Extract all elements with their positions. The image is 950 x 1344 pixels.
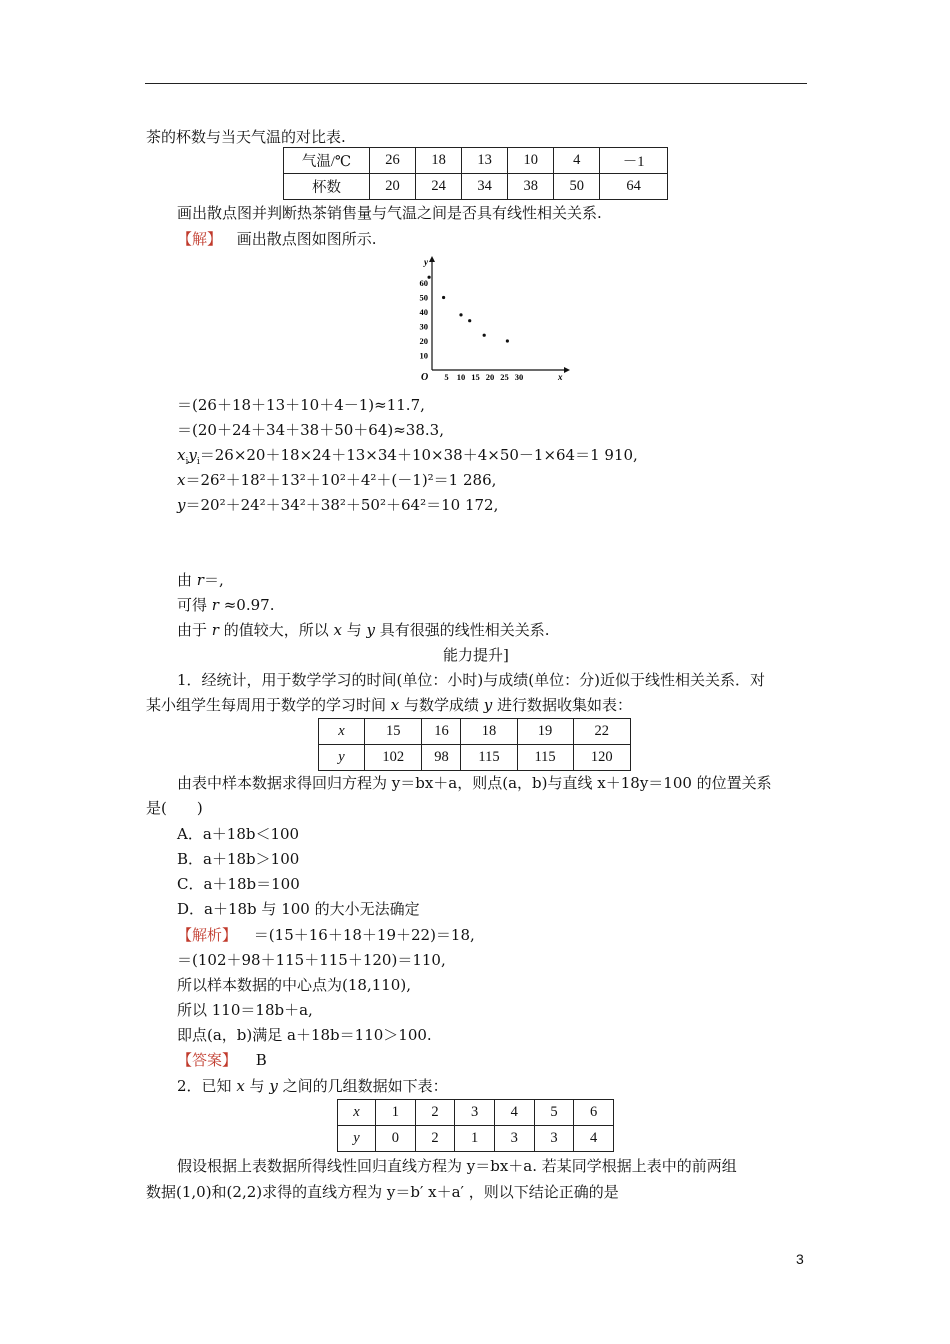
study-time-score-table: [318, 718, 631, 771]
y-tick-label: 40: [419, 307, 428, 317]
x-axis-arrow: [564, 367, 570, 373]
calc-line-5: [177, 495, 498, 515]
analysis-line-4: 所以 110＝18b＋a,: [177, 1001, 313, 1019]
var-r: r: [196, 571, 204, 589]
answer-value: B: [255, 1051, 267, 1069]
analysis-tag: 【解析】: [177, 926, 238, 944]
var-y: y: [366, 621, 375, 639]
var-x: x: [177, 471, 186, 489]
section-title: 能力提升]: [443, 646, 509, 664]
option-d: D．a＋18b 与 100 的大小无法确定: [177, 900, 420, 918]
option-a: A．a＋18b＜100: [177, 825, 300, 843]
analysis-line-3: 所以样本数据的中心点为(18,110),: [177, 976, 411, 994]
option-c: C．a＋18b＝100: [177, 875, 300, 893]
solution-line: [177, 229, 377, 249]
x-tick-label: 15: [471, 372, 480, 382]
table-cell: 3: [534, 1126, 574, 1152]
table-cell: 1: [376, 1100, 416, 1126]
calc-text: ＝26²＋18²＋13²＋10²＋4²＋(－1)²＝1 286,: [185, 471, 497, 489]
table-cell: 5: [534, 1100, 574, 1126]
xy-data-table: [337, 1099, 614, 1152]
table-cell: 16: [422, 719, 461, 745]
table-cell: 120: [573, 745, 630, 771]
analysis-line-1: [177, 925, 475, 945]
table-cell: 22: [573, 719, 630, 745]
table-cell: 64: [600, 174, 668, 200]
table-cell: 6: [574, 1100, 614, 1126]
q2-stem-1: [177, 1076, 448, 1096]
table-cell: 4: [554, 148, 600, 174]
table-cell: y: [338, 1126, 376, 1152]
calc-line-1: ＝(26＋18＋13＋10＋4－1)≈11.7,: [177, 396, 425, 414]
table-cell: 18: [461, 719, 517, 745]
table-row: [319, 745, 631, 771]
var-x: x: [333, 621, 342, 639]
table-cell: 杯数: [284, 174, 370, 200]
table-cell: 0: [376, 1126, 416, 1152]
calc-line-3: [177, 445, 638, 472]
scatter-point: [483, 334, 486, 337]
calc-line-2: ＝(20＋24＋34＋38＋50＋64)≈38.3,: [177, 421, 444, 439]
q2-text: 与: [244, 1077, 270, 1095]
table-row: [284, 148, 668, 174]
conclusion-line: [177, 620, 550, 640]
table-cell: 10: [508, 148, 554, 174]
table-cell: 115: [461, 745, 517, 771]
analysis-line-2: ＝(102＋98＋115＋115＋120)＝110,: [177, 951, 446, 969]
header-rule: [145, 83, 807, 84]
scatter-plot: [408, 256, 573, 384]
temperature-cups-table: [283, 147, 668, 200]
q2-text: 2．已知: [177, 1077, 237, 1095]
var-x: x: [236, 1077, 245, 1095]
table-cell: 34: [462, 174, 508, 200]
table-cell: 1: [455, 1126, 495, 1152]
x-tick-label: 20: [485, 372, 495, 382]
y-tick-label: 10: [419, 350, 428, 361]
q1-text: 某小组学生每周用于数学的学习时间: [146, 696, 391, 714]
calc-text: ＝26×20＋18×24＋13×34＋10×38＋4×50－1×64＝1 910,: [199, 446, 638, 464]
x-tick-label: 30: [514, 372, 524, 382]
y-tick-label: 50: [419, 292, 428, 303]
table-row: [319, 719, 631, 745]
var-y: y: [188, 446, 197, 464]
calc-text: 具有很强的线性相关关系.: [375, 621, 550, 639]
table-cell: 38: [508, 174, 554, 200]
table-row: [284, 174, 668, 200]
table-cell: 4: [494, 1100, 534, 1126]
table-cell: 18: [416, 148, 462, 174]
calc-text: ＝,: [203, 571, 224, 589]
scatter-point: [428, 276, 431, 279]
table-cell: 20: [370, 174, 416, 200]
table-cell: 气温/℃: [284, 148, 370, 174]
table-cell: y: [319, 745, 365, 771]
table-cell: 3: [455, 1100, 495, 1126]
table-row: [338, 1126, 614, 1152]
calc-line-7: [177, 595, 274, 615]
calc-line-4: [177, 470, 496, 490]
x-tick-label: 10: [456, 372, 466, 382]
y-axis-label: y: [424, 257, 428, 267]
y-axis-arrow: [429, 256, 435, 262]
q1-text: 进行数据收集如表：: [492, 696, 633, 714]
table-cell: 102: [365, 745, 422, 771]
q1-stem-1: 1．经统计，用于数学学习的时间(单位：小时)与成绩(单位：分)近似于线性相关关系．对: [177, 671, 765, 689]
solution-tag: 【解】: [177, 230, 223, 248]
q2-stem-3: 数据(1,0)和(2,2)求得的直线方程为 y＝b′ x＋a′ ，则以下结论正确的是: [146, 1183, 619, 1201]
y-tick-label: 60: [419, 278, 428, 288]
option-b: B．a＋18b＞100: [177, 850, 300, 868]
origin-label: O: [421, 372, 429, 383]
calc-line-6: [177, 570, 224, 590]
table-cell: －1: [600, 148, 668, 174]
var-x: x: [177, 446, 186, 464]
table-cell: 115: [517, 745, 573, 771]
y-tick-label: 30: [419, 321, 428, 332]
calc-text: 由于: [177, 621, 212, 639]
var-r: r: [211, 596, 219, 614]
table-cell: 2: [415, 1100, 455, 1126]
x-tick-label: 25: [500, 372, 509, 382]
table-cell: 24: [416, 174, 462, 200]
scatter-point: [468, 319, 471, 322]
table-cell: 15: [365, 719, 422, 745]
table-cell: 98: [422, 745, 461, 771]
calc-text: 由: [177, 571, 197, 589]
calc-text: ＝20²＋24²＋34²＋38²＋50²＋64²＝10 172,: [185, 496, 499, 514]
x-tick-label: 5: [444, 372, 449, 382]
calc-text: 的值较大，所以: [218, 621, 334, 639]
table-cell: 13: [462, 148, 508, 174]
page-number: 3: [796, 1251, 804, 1267]
answer-tag: 【答案】: [177, 1051, 238, 1069]
table-cell: 3: [494, 1126, 534, 1152]
x-axis-label: x: [558, 372, 563, 382]
table-cell: 19: [517, 719, 573, 745]
q2-stem-2: 假设根据上表数据所得线性回归直线方程为 y＝bx＋a. 若某同学根据上表中的前两组: [177, 1157, 737, 1175]
table-cell: 2: [415, 1126, 455, 1152]
scatter-point: [442, 296, 445, 299]
table-cell: 4: [574, 1126, 614, 1152]
table-cell: 50: [554, 174, 600, 200]
q2-text: 之间的几组数据如下表：: [277, 1077, 448, 1095]
y-tick-label: 20: [419, 336, 428, 346]
scatter-point: [506, 339, 509, 342]
calc-text: 可得: [177, 596, 212, 614]
solution-text: 画出散点图如图所示.: [236, 230, 377, 248]
q1-text: 与数学成绩: [399, 696, 484, 714]
q1-stem-2: [146, 695, 632, 715]
analysis-text: ＝(15＋16＋18＋19＋22)＝18,: [253, 926, 475, 944]
answer-line: [177, 1050, 267, 1070]
var-y: y: [483, 696, 493, 714]
intro-text: 茶的杯数与当天气温的对比表.: [146, 128, 346, 146]
table-cell: 26: [370, 148, 416, 174]
calc-text: 与: [341, 621, 367, 639]
q1-stem-3: 由表中样本数据求得回归方程为 y＝bx＋a，则点(a，b)与直线 x＋18y＝100 的位置关系: [177, 774, 772, 792]
table-cell: x: [319, 719, 365, 745]
analysis-line-5: 即点(a，b)满足 a＋18b＝110＞100.: [177, 1026, 432, 1044]
q1-stem-4: 是( ): [146, 799, 203, 817]
table-row: [338, 1100, 614, 1126]
table-cell: x: [338, 1100, 376, 1126]
subscript: i: [185, 457, 189, 467]
calc-text: ≈0.97.: [218, 596, 275, 614]
var-r: r: [211, 621, 219, 639]
var-y: y: [177, 496, 186, 514]
scatter-point: [459, 313, 462, 316]
var-x: x: [390, 696, 400, 714]
subscript: i: [196, 457, 200, 467]
var-y: y: [269, 1077, 278, 1095]
question-text: 画出散点图并判断热茶销售量与气温之间是否具有线性相关关系.: [177, 204, 602, 222]
